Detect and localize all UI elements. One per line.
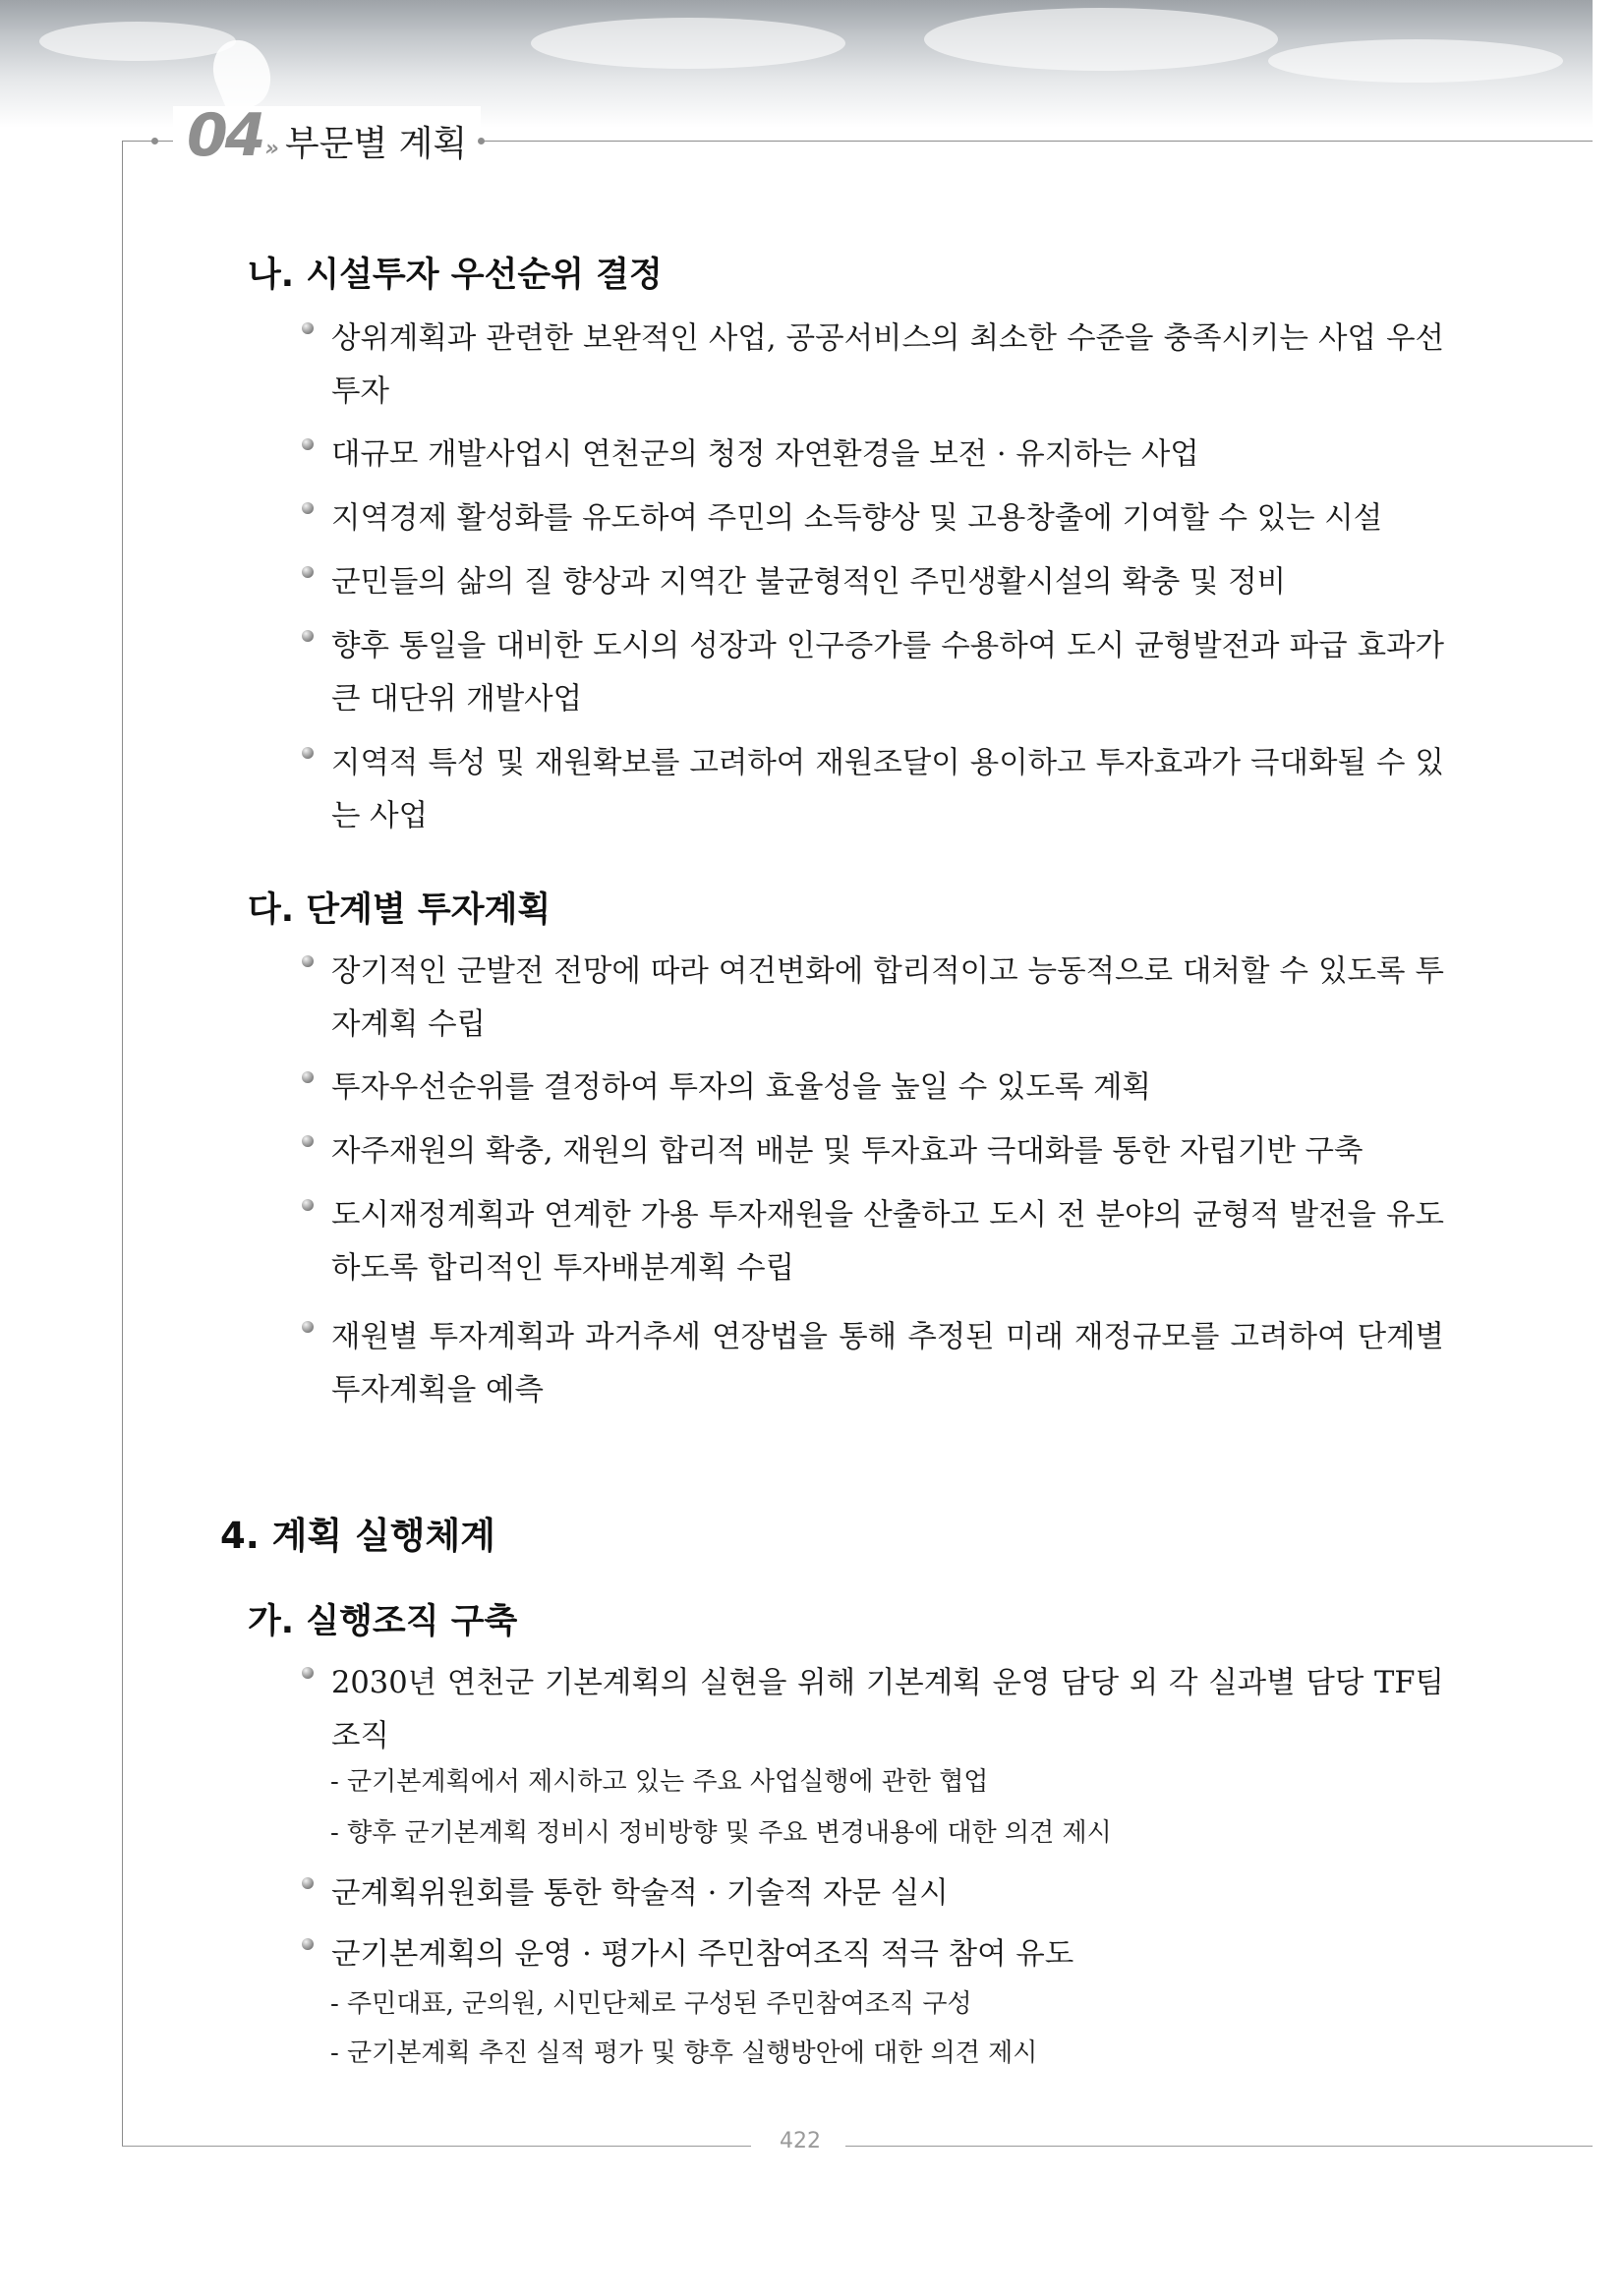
sub-item: - 향후 군기본계획 정비시 정비방향 및 주요 변경내용에 대한 의견 제시 [330,1818,1112,1848]
bullet-icon [302,1135,314,1147]
list-item [302,1189,1444,1295]
cloud-shape [39,22,236,61]
list-item-text: 자주재원의 확충, 재원의 합리적 배분 및 투자효과 극대화를 통한 자립기반 구축 [331,1134,1363,1169]
list-item-text: 향후 통일을 대비한 도시의 성장과 인구증가를 수용하여 도시 균형발전과 파급 효과가 큰 대단위 개발사업 [331,629,1444,717]
frame-left-line [122,141,123,2146]
section-heading: 나. 시설투자 우선순위 결정 [248,256,663,295]
list-item-text: 2030년 연천군 기본계획의 실현을 위해 기본계획 운영 담당 외 각 실과별 담당 TF팀 조직 [331,1666,1444,1753]
list-item [302,556,1444,609]
list-item [302,1657,1444,1763]
frame-bottom-line-left [122,2146,751,2147]
list-item [302,1311,1444,1417]
chapter-number: 04 [187,101,263,170]
bullet-icon [302,566,314,578]
bullet-icon [302,438,314,450]
bullet-icon [302,1321,314,1333]
list-item [302,492,1444,545]
list-item [302,946,1444,1052]
section-heading: 가. 실행조직 구축 [248,1602,518,1641]
chapter-label [173,101,481,170]
frame-dot [151,138,158,144]
sub-item: - 군기본계획에서 제시하고 있는 주요 사업실행에 관한 협업 [330,1767,989,1797]
bullet-icon [302,747,314,759]
list-item [302,1125,1444,1178]
section-heading: 다. 단계별 투자계획 [248,890,551,930]
list-item-text: 재원별 투자계획과 과거추세 연장법을 통해 추정된 미래 재정규모를 고려하여 단계별 투자계획을 예측 [331,1320,1444,1407]
list-item [302,429,1444,482]
list-item [302,1062,1444,1115]
chapter-arrow-icon: » [264,137,279,161]
cloud-shape [531,18,845,69]
frame-bottom-line-right [845,2146,1593,2147]
bullet-icon [302,1199,314,1211]
list-item [302,737,1444,843]
main-section-heading: 4. 계획 실행체계 [220,1515,496,1557]
bullet-icon [302,630,314,642]
list-item-text: 장기적인 군발전 전망에 따라 여건변화에 합리적이고 능동적으로 대처할 수 있도록 투자계획 수립 [331,954,1444,1042]
list-item-text: 투자우선순위를 결정하여 투자의 효율성을 높일 수 있도록 계획 [331,1070,1151,1105]
list-item-text: 상위계획과 관련한 보완적인 사업, 공공서비스의 최소한 수준을 충족시키는 사업 우선 투자 [331,321,1444,409]
bullet-icon [302,955,314,967]
list-item-text: 지역적 특성 및 재원확보를 고려하여 재원조달이 용이하고 투자효과가 극대화될 수 있는 사업 [331,746,1444,833]
list-item-text: 군기본계획의 운영 · 평가시 주민참여조직 적극 참여 유도 [331,1937,1074,1972]
list-item [302,1867,1444,1921]
chapter-title: 부문별 계획 [284,124,468,164]
bullet-icon [302,1071,314,1083]
list-item [302,313,1444,419]
bullet-icon [302,1877,314,1889]
cloud-shape [1268,39,1563,83]
sub-item: - 군기본계획 추진 실적 평가 및 향후 실행방안에 대한 의견 제시 [330,2038,1038,2068]
bullet-icon [302,1667,314,1679]
list-item [302,620,1444,726]
frame-dot [478,138,485,144]
list-item [302,1928,1444,1981]
list-item-text: 군계획위원회를 통한 학술적 · 기술적 자문 실시 [331,1876,949,1911]
bullet-icon [302,1938,314,1950]
list-item-text: 군민들의 삶의 질 향상과 지역간 불균형적인 주민생활시설의 확충 및 정비 [331,565,1287,600]
bullet-icon [302,502,314,514]
page-number: 422 [780,2129,821,2153]
list-item-text: 지역경제 활성화를 유도하여 주민의 소득향상 및 고용창출에 기여할 수 있는 시설 [331,501,1383,536]
list-item-text: 도시재정계획과 연계한 가용 투자재원을 산출하고 도시 전 분야의 균형적 발전을 유도하도록 합리적인 투자배분계획 수립 [331,1198,1444,1286]
cloud-shape [924,8,1278,71]
list-item-text: 대규모 개발사업시 연천군의 청정 자연환경을 보전 · 유지하는 사업 [331,437,1199,472]
bullet-icon [302,322,314,334]
sub-item: - 주민대표, 군의원, 시민단체로 구성된 주민참여조직 구성 [330,1989,972,2019]
